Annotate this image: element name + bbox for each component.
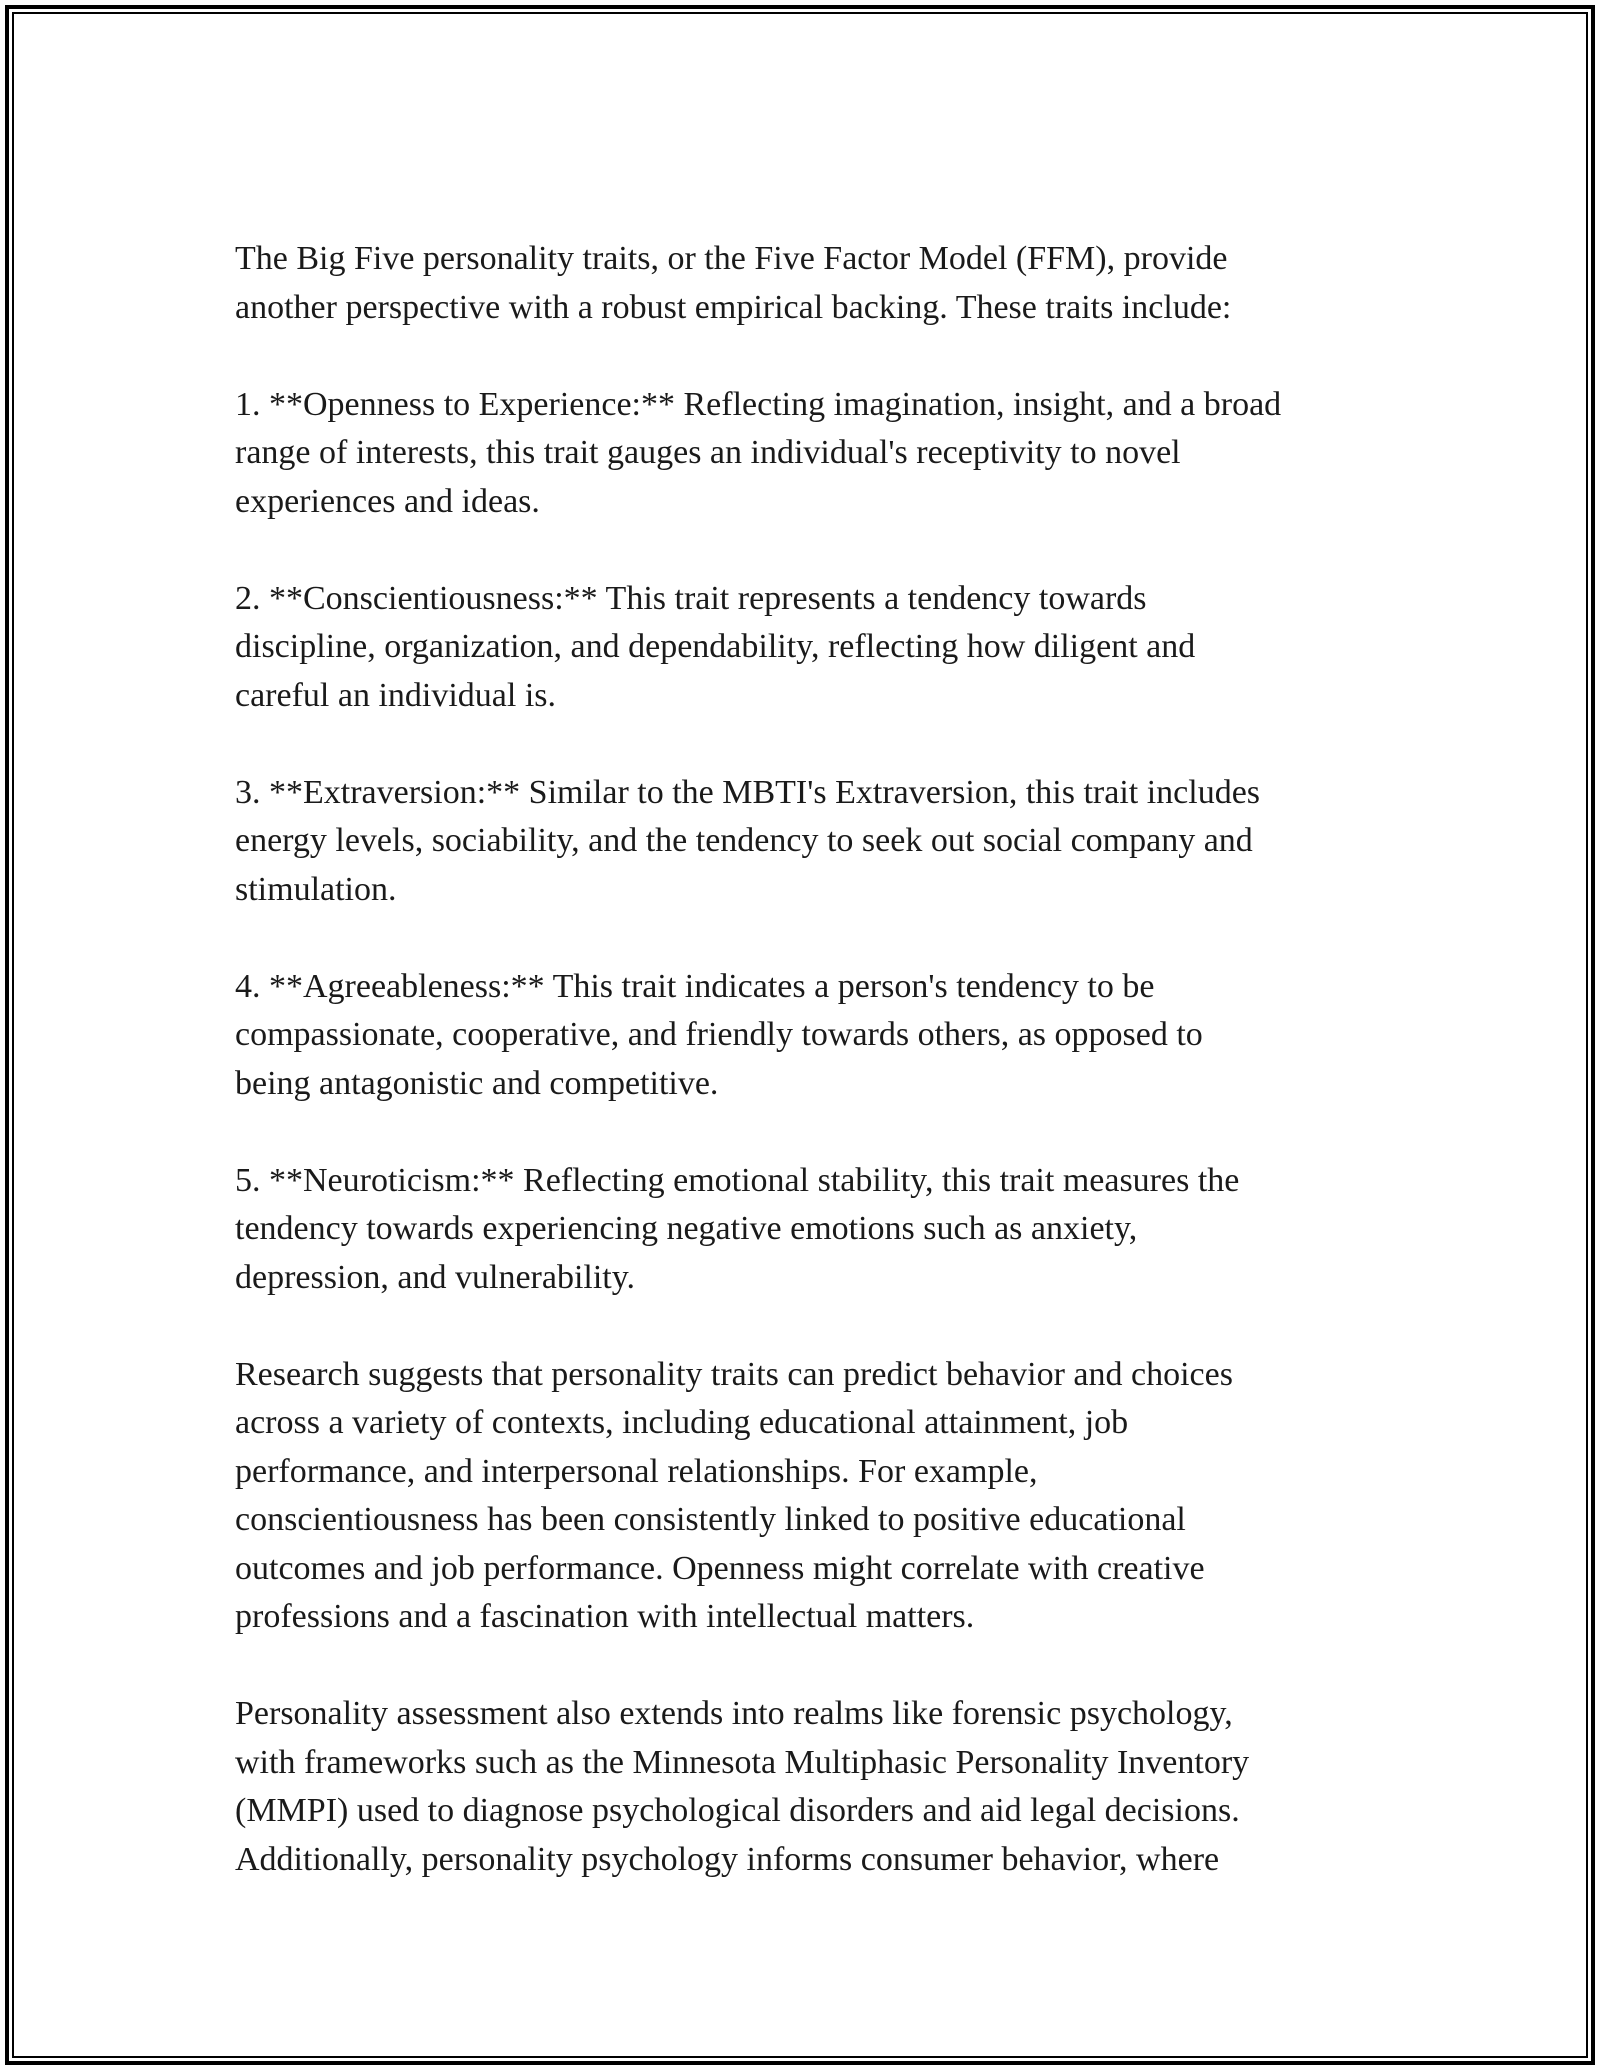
list-item-conscientiousness: 2. **Conscientiousness:** This trait represents a tendency towards discipline, organization, and dependability, reflecting how diligent and careful an individual is. xyxy=(235,579,1196,714)
research-paragraph: Research suggests that personality traits can predict behavior and choices across a variety of contexts, including educational attainment, job performance, and interpersonal relationships. For example, conscientiousness has been consistently linked to positive educational outcomes and job performance. Openness might correlate with creative professions and a fascination with intellectual matters. xyxy=(235,1355,1233,1635)
list-item-agreeableness: 4. **Agreeableness:** This trait indicates a person's tendency to be compassionate, cooperative, and friendly towards others, as opposed to being antagonistic and competitive. xyxy=(235,967,1203,1102)
intro-paragraph: The Big Five personality traits, or the Five Factor Model (FFM), provide another perspective with a robust empirical backing. These traits include: xyxy=(235,240,1232,326)
list-item-extraversion: 3. **Extraversion:** Similar to the MBTI's Extraversion, this trait includes energy levels, sociability, and the tendency to seek out social company and stimulation. xyxy=(235,773,1261,908)
list-item-neuroticism: 5. **Neuroticism:** Reflecting emotional stability, this trait measures the tendency towards experiencing negative emotions such as anxiety, depression, and vulnerability. xyxy=(235,1161,1240,1296)
list-item-openness: 1. **Openness to Experience:** Reflecting imagination, insight, and a broad range of interests, this trait gauges an individual's receptivity to novel experiences and ideas. xyxy=(235,385,1282,520)
document-body xyxy=(235,235,1415,1884)
assessment-paragraph: Personality assessment also extends into realms like forensic psychology, with frameworks such as the Minnesota Multiphasic Personality Inventory (MMPI) used to diagnose psychological disorders and aid legal decisions. Additionally, personality psychology informs consumer behavior, where xyxy=(235,1695,1250,1878)
